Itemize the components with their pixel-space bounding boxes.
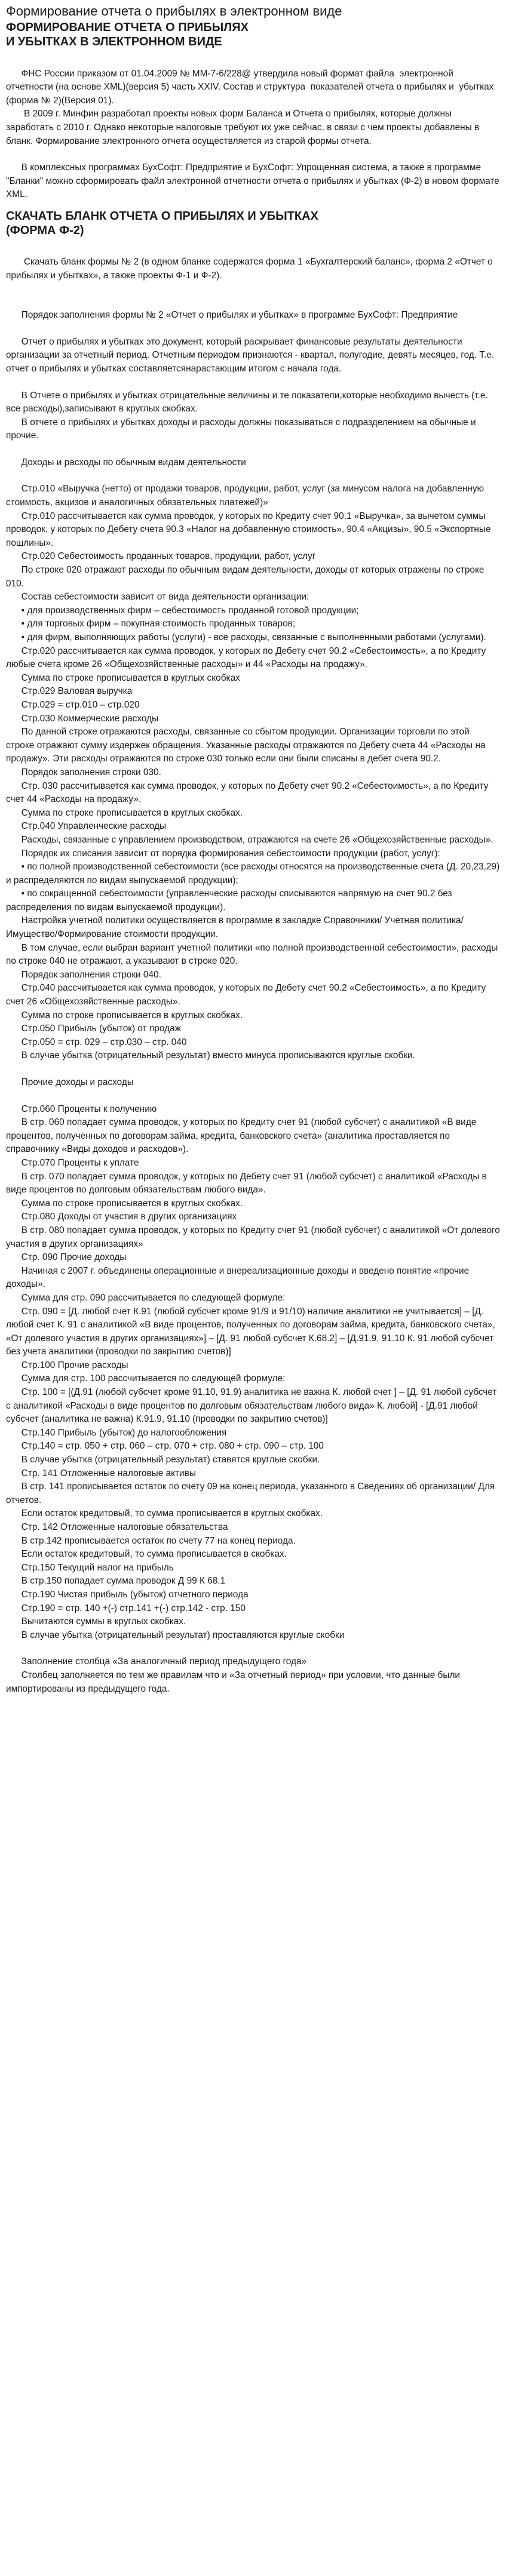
blank-line — [6, 148, 500, 161]
download-heading[interactable]: СКАЧАТЬ БЛАНК ОТЧЕТА О ПРИБЫЛЯХ И УБЫТКАХ (ФОРМА Ф-2) — [6, 209, 318, 237]
paragraph: В случае убытка (отрицательный результат) ставятся круглые скобки. — [6, 1455, 320, 1465]
paragraph: Стр.140 Прибыль (убыток) до налогообложения — [6, 1427, 227, 1438]
article-heading: ФОРМИРОВАНИЕ ОТЧЕТА О ПРИБЫЛЯХ И УБЫТКАХ В ЭЛЕКТРОННОМ ВИДЕ — [6, 21, 249, 48]
paragraph: Порядок заполнения формы № 2 «Отчет о прибылях и убытках» в программе БухСофт: Предприятие — [6, 310, 458, 321]
paragraph: В комплексных программах БухСофт: Предприятие и БухСофт: Упрощенная система, а также в программе "Бланки" можно сформировать файл электронной отчетности отчета о прибылях и убытках (Ф-2) в новом формате XML. — [6, 162, 502, 200]
paragraph: Порядок заполнения строки 040. — [6, 969, 161, 980]
body-section — [6, 242, 503, 1696]
paragraph: Стр. 030 рассчитывается как сумма проводок, у которых по Дебету счет 90.2 «Себестоимость», а по Кредиту счет 44 «Расходы на продажу». — [6, 780, 491, 805]
paragraph: Состав себестоимости зависит от вида деятельности организации: — [6, 592, 309, 602]
paragraph: По строке 020 отражают расходы по обычным видам деятельности, доходы от которых отражены по строке 010. — [6, 565, 487, 589]
paragraph: • для торговых фирм – покупная стоимость проданных товаров; — [6, 619, 296, 629]
paragraph: В стр.142 прописывается остаток по счету 77 на конец периода. — [6, 1535, 296, 1546]
paragraph: Стр.190 Чистая прибыль (убыток) отчетного периода — [6, 1589, 249, 1600]
paragraph: Стр.080 Доходы от участия в других организациях — [6, 1212, 237, 1222]
paragraph: Если остаток кредитовый, то сумма прописывается в скобках. — [6, 1549, 287, 1560]
paragraph: • для производственных фирм – себестоимость проданной готовой продукции; — [6, 605, 359, 616]
article — [0, 4, 506, 1696]
blank-line — [6, 1090, 500, 1103]
paragraph: Стр.150 Текущий налог на прибыль — [6, 1562, 174, 1573]
paragraph: Заполнение столбца «За аналогичный период предыдущего года» — [6, 1656, 307, 1667]
paragraph: Доходы и расходы по обычным видам деятельности — [6, 457, 246, 468]
blank-line — [6, 282, 500, 296]
blank-line — [6, 322, 500, 336]
paragraph: Стр. 090 Прочие доходы — [6, 1252, 127, 1263]
paragraph: Стр. 141 Отложенные налоговые активы — [6, 1468, 196, 1478]
paragraph: Если остаток кредитовый, то сумма прописывается в круглых скобках. — [6, 1508, 323, 1519]
paragraph: Порядок их списания зависит от порядка формирования себестоимости продукции (работ, услуг): — [6, 848, 440, 859]
paragraph: Стр. 142 Отложенные налоговые обязательства — [6, 1522, 228, 1532]
blank-line — [6, 1063, 500, 1076]
paragraph: Стр. 090 = [Д. любой счет К.91 (любой субсчет кроме 91/9 и 91/10) наличие аналитики не учитывается] – [Д. любой счет К. 91 с аналитикой «В виде процентов, полученных по договорам займа, кредита, банковского счета», «От долевого участия в других организациях»] – [Д. 91 любой субсчет К.68.2] – [Д.91.9, 91.10 К. 91 любой субсчет без учета аналитики (проводки по закрытию счетов)] — [6, 1306, 498, 1357]
paragraph: Столбец заполняется по тем же правилам что и «За отчетный период» при условии, что данные были импортированы из предыдущего года. — [6, 1670, 463, 1694]
paragraph: Сумма по строке прописывается в круглых скобках. — [6, 807, 243, 818]
paragraph: Вычитаются суммы в круглых скобках. — [6, 1616, 186, 1627]
paragraph: Стр. 100 = [(Д.91 (любой субсчет кроме 91.10, 91.9) аналитика не важна К. любой счет ] – [Д. 91 любой субсчет с аналитикой «Расходы в виде процентов по долговым обязательствам любого вида» К. любой] - [Д.91 любой субсчет (аналитика не важна) К.91.9, 91.10 (проводки по закрытию счетов)] — [6, 1387, 499, 1425]
paragraph: В стр. 141 прописывается остаток по счету 09 на конец периода, указанного в Сведениях об организации/ Для отчетов. — [6, 1481, 498, 1505]
paragraph: Отчет о прибылях и убытках это документ, который раскрывает финансовые результаты деятельности организации за отчетный период. Отчетным периодом признаются - квартал, полугодие, девять месяцев, год. Т.е. отчет о прибылях и убытках составляетсянарастающим итогом с начала года. — [6, 336, 497, 374]
paragraph: Стр.010 «Выручка (нетто) от продажи товаров, продукции, работ, услуг (за минусом налога на добавленную стоимость, акцизов и аналогичных обязательных платежей)» — [6, 484, 487, 508]
paragraph: ФНС России приказом от 01.04.2009 № ММ-7-6/228@ утвердила новый формат файла электронной отчетности (на основе XML)(версия 5) часть XXIV. Состав и структура показателей отчета о прибылях и убытках (форма № 2)(Версия 01). — [6, 68, 494, 106]
paragraph: В стр. 060 попадает сумма проводок, у которых по Кредиту счет 91 (любой субсчет) с аналитикой «В виде процентов, полученных по договорам займа, кредита, банковского счета» (аналитика проставляется по справочнику «Виды доходов и расходов»). — [6, 1117, 479, 1155]
paragraph: В 2009 г. Минфин разработал проекты новых форм Баланса и Отчета о прибылях, которые должны заработать с 2010 г. Однако некоторые налоговые требуют их уже сейчас, в связи с чем проекты добавлены в бланк. Формирование электронного отчета осуществляется из старой формы отчета. — [6, 109, 482, 146]
blank-line — [6, 296, 500, 309]
paragraph: Стр.010 рассчитывается как сумма проводок, у которых по Кредиту счет 90.1 «Выручка», за вычетом суммы проводок, у которых по Дебету счета 90.3 «Налог на добавленную стоимость», 90.4 «Акцизы», 90.5 «Экспортные пошлины». — [6, 511, 493, 548]
paragraph: В стр.150 попадает сумма проводок Д 99 К 68.1 — [6, 1576, 226, 1587]
paragraph: Сумма по строке прописывается в круглых скобках. — [6, 1010, 243, 1020]
page-title: Формирование отчета о прибылях в электронном виде — [6, 4, 342, 19]
paragraph: Стр.060 Проценты к получению — [6, 1103, 157, 1114]
intro-section — [6, 54, 500, 202]
paragraph: В стр. 080 попадает сумма проводок, у которых по Кредиту счет 91 (любой субсчет) с аналитикой «От долевого участия в других организациях» — [6, 1225, 503, 1249]
paragraph: Сумма по строке прописывается в круглых скобках. — [6, 1198, 243, 1209]
paragraph: Стр.040 рассчитывается как сумма проводок, у которых по Дебету счет 90.2 «Себестоимость», а по Кредиту счет 26 «Общехозяйственные расходы». — [6, 983, 489, 1007]
paragraph: Настройка учетной политики осуществляется в программе в закладке Справочники/ Учетная политика/ Имущество/Формирование стоимости продукции. — [6, 915, 467, 940]
paragraph: Расходы, связанные с управлением производством, отражаются на счете 26 «Общехозяйственные расходы». — [6, 834, 493, 845]
paragraph: Стр.050 = стр. 029 – стр.030 – стр. 040 — [6, 1037, 187, 1047]
paragraph: Стр.070 Проценты к уплате — [6, 1157, 139, 1168]
paragraph: Стр.030 Коммерческие расходы — [6, 713, 159, 724]
paragraph: Стр.040 Управленческие расходы — [6, 821, 167, 832]
paragraph: По данной строке отражаются расходы, связанные со сбытом продукции. Организации торговли по этой строке отражают сумму издержек обращения. Указанные расходы отражаются по Дебету счета 44 «Расходы на продажу». Эти расходы отражаются по строке 030 только если они были списаны в дебет счета 90.2. — [6, 727, 488, 764]
paragraph: Стр.029 = стр.010 – стр.020 — [6, 699, 140, 710]
paragraph: В том случае, если выбран вариант учетной политики «по полной производственной себестоимости», расходы по строке 040 не отражают, а указывают в строке 020. — [6, 942, 501, 967]
paragraph: В случае убытка (отрицательный результат) проставляются круглые скобки — [6, 1630, 345, 1640]
paragraph: • для фирм, выполняющих работы (услуги) - все расходы, связанные с выполненными работами (услугами). — [6, 632, 486, 643]
paragraph: В случае убытка (отрицательный результат) вместо минуса прописываются круглые скобки. — [6, 1050, 415, 1061]
paragraph: Порядок заполнения строки 030. — [6, 767, 161, 777]
paragraph: В отчете о прибылях и убытках доходы и расходы должны показываться с подразделением на обычные и прочие. — [6, 417, 479, 441]
paragraph: Стр.020 Себестоимость проданных товаров, продукции, работ, услуг — [6, 551, 316, 562]
paragraph: Сумма для стр. 090 рассчитывается по следующей формуле: — [6, 1292, 286, 1303]
paragraph: • по полной производственной себестоимости (все расходы относятся на производственные счета (Д. 20,23,29) и распределяются по видам выпускаемой продукции); — [6, 862, 502, 886]
paragraph: В стр. 070 попадает сумма проводок, у которых по Дебету счет 91 (любой субсчет) с аналитикой «Расходы в виде процентов по долговым обязательствам любого вида». — [6, 1171, 490, 1195]
blank-line — [6, 242, 500, 256]
paragraph: Начиная с 2007 г. объединены операционные и внереализационные доходы и введено понятие «прочие доходы». — [6, 1265, 472, 1290]
paragraph: Скачать бланк формы № 2 (в одном бланке содержатся форма 1 «Бухгалтерский баланс», форма 2 «Отчет о прибылях и убытках», а также проекты Ф-1 и Ф-2). — [6, 256, 496, 281]
blank-line — [6, 443, 500, 456]
paragraph: Стр.140 = стр. 050 + стр. 060 – стр. 070 + стр. 080 + стр. 090 – стр. 100 — [6, 1441, 324, 1452]
paragraph: Стр.190 = стр. 140 +(-) стр.141 +(-) стр.142 - стр. 150 — [6, 1603, 246, 1613]
paragraph: Прочие доходы и расходы — [6, 1077, 134, 1087]
paragraph: Сумма для стр. 100 рассчитывается по следующей формуле: — [6, 1373, 286, 1384]
paragraph: Стр.020 рассчитывается как сумма проводок, у которых по Дебету счет 90.2 «Себестоимость», а по Кредиту любые счета кроме 26 «Общехозяйственные расходы» и 44 «Расходы на продажу». — [6, 645, 489, 670]
paragraph: Стр.050 Прибыль (убыток) от продаж — [6, 1023, 181, 1034]
paragraph: Стр.029 Валовая выручка — [6, 686, 133, 697]
blank-line — [6, 1642, 500, 1655]
blank-line — [6, 469, 500, 482]
paragraph: Стр.100 Прочие расходы — [6, 1360, 128, 1370]
paragraph: В Отчете о прибылях и убытках отрицательные величины и те показатели,которые необходимо вычесть (т.е. все расходы),записывают в круглых скобках. — [6, 390, 491, 414]
blank-line — [6, 376, 500, 389]
paragraph: • по сокращенной себестоимости (управленческие расходы списываются напрямую на счет 90.2 без распределения по видам выпускаемой продукции). — [6, 889, 455, 912]
paragraph: Сумма по строке прописывается в круглых скобках — [6, 672, 240, 683]
